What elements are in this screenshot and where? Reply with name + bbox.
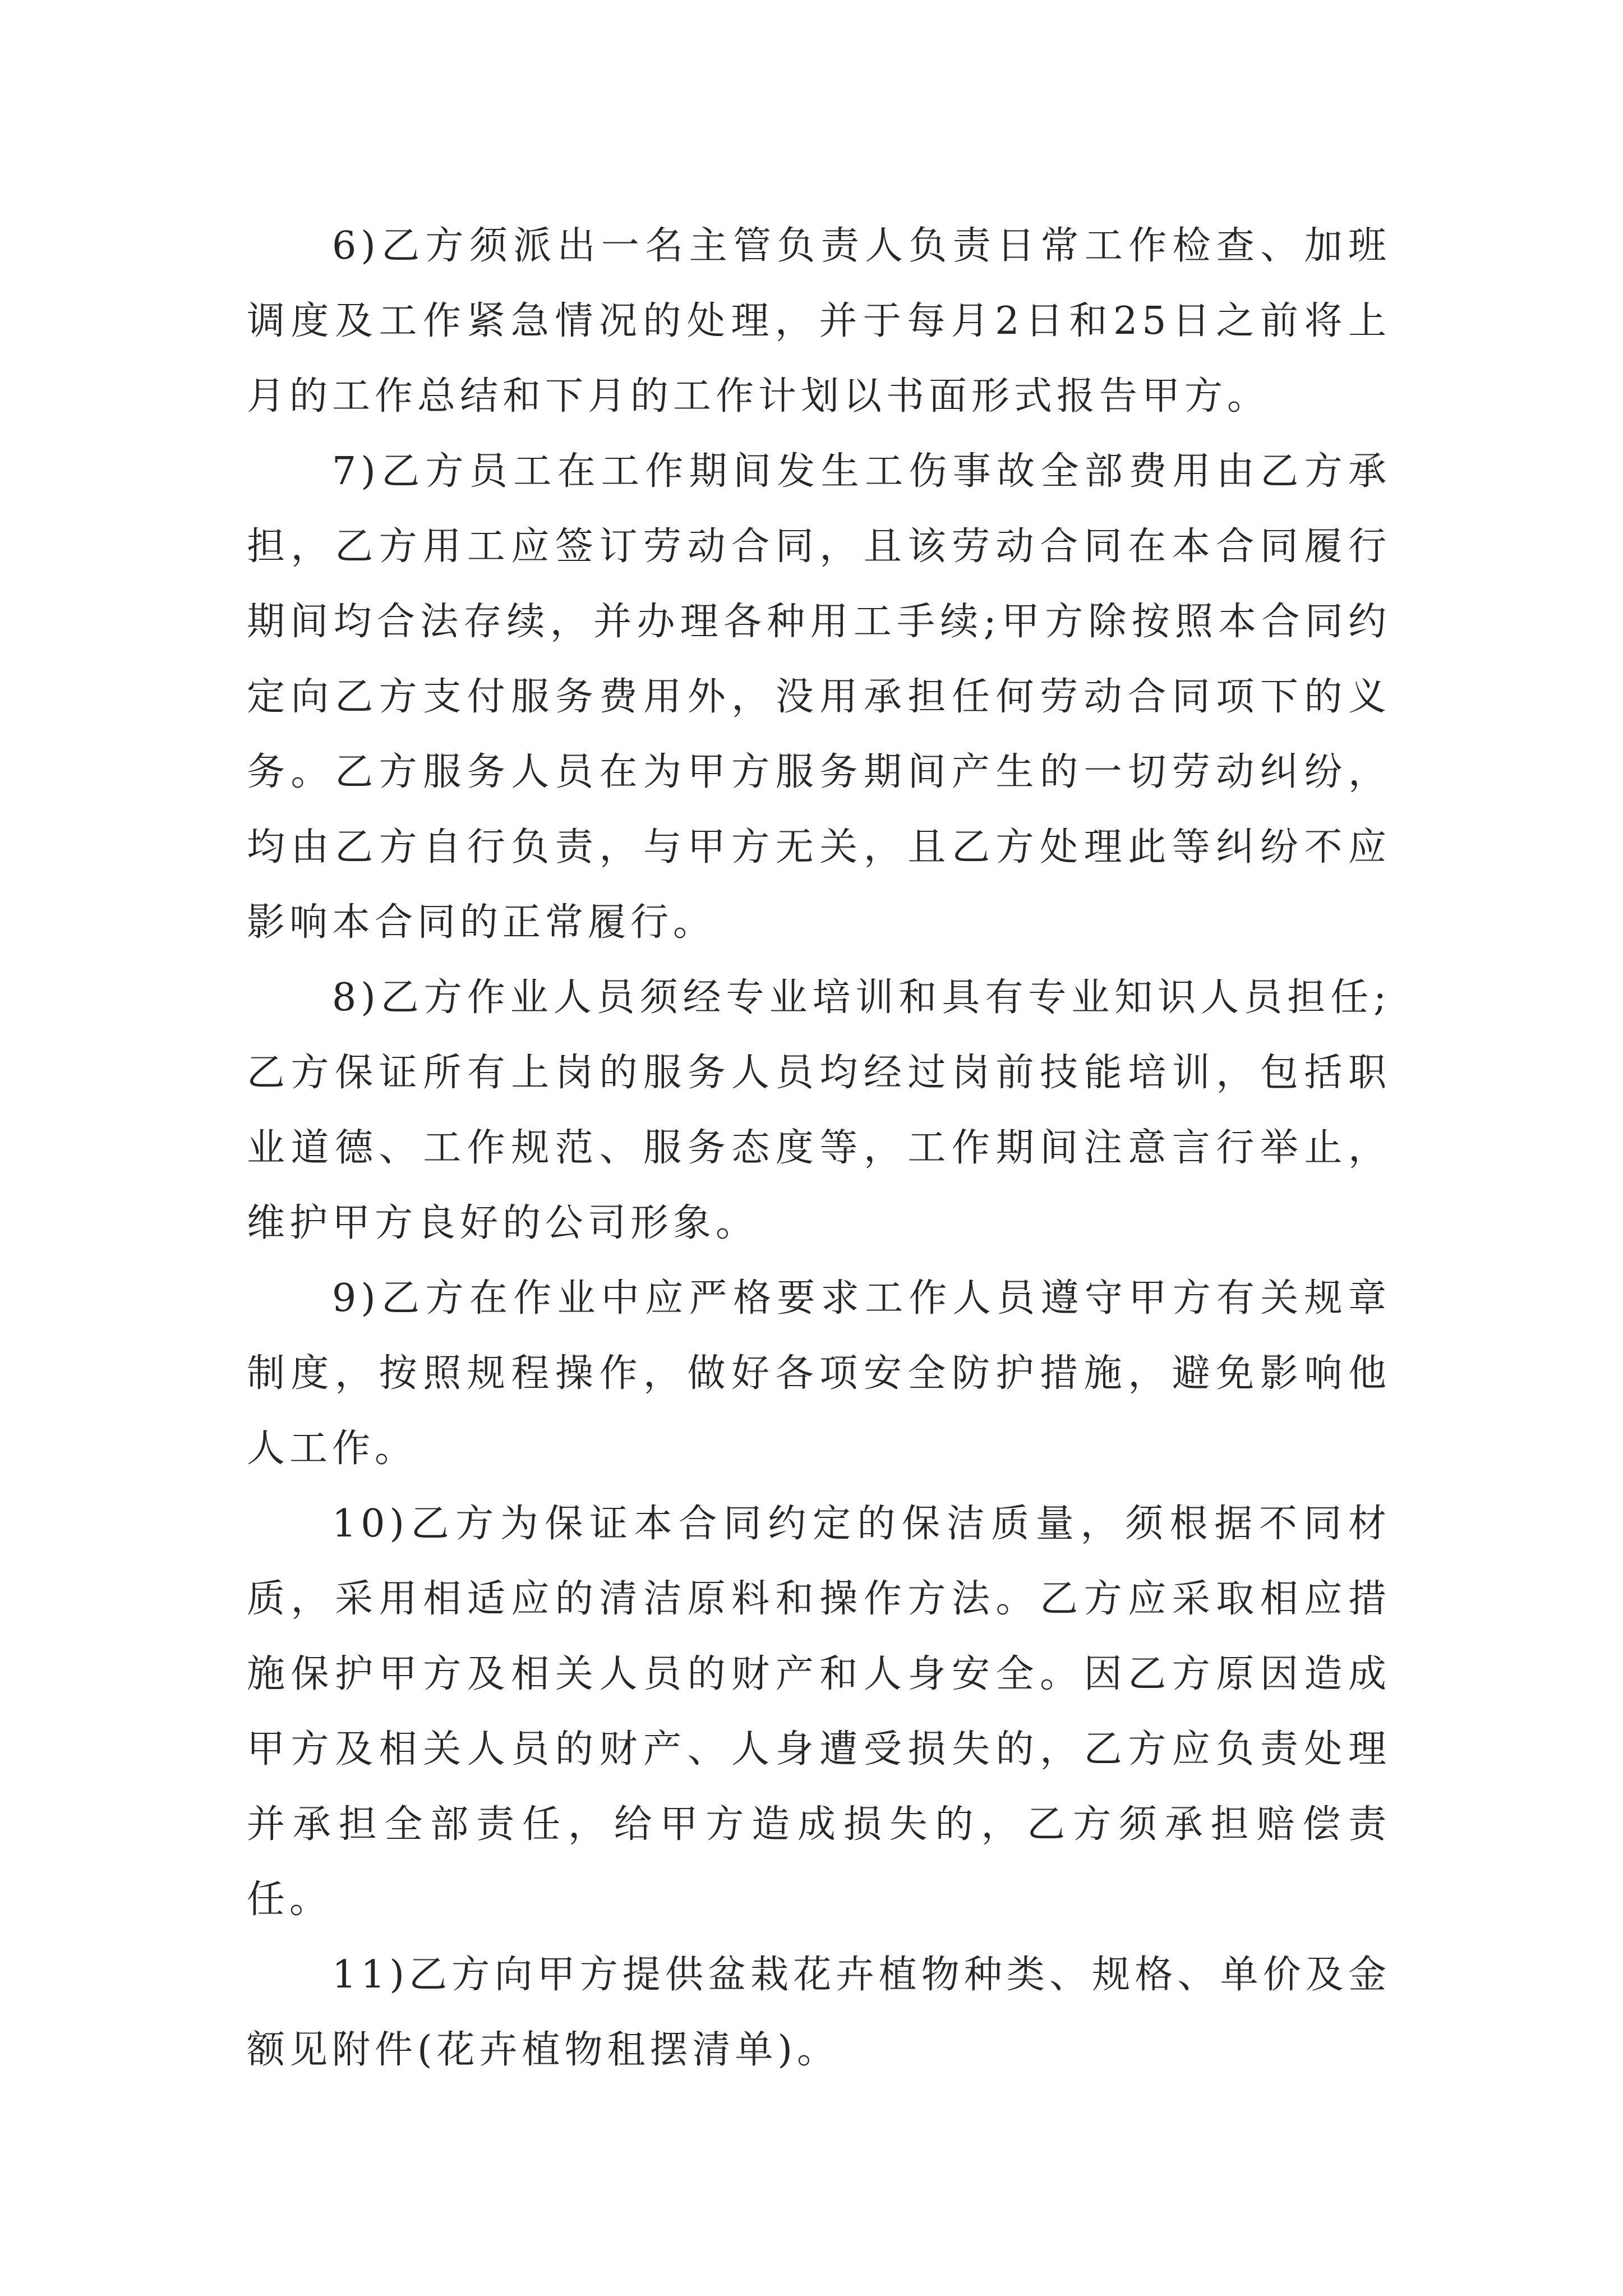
clause-6-paragraph: 6)乙方须派出一名主管负责人负责日常工作检查、加班调度及工作紧急情况的处理，并于每月2日和25日之前将上月的工作总结和下月的工作计划以书面形式报告甲方。 <box>247 224 1391 418</box>
document-body <box>247 209 1391 2088</box>
clause-11-paragraph: 11)乙方向甲方提供盆栽花卉植物种类、规格、单价及金额见附件(花卉植物租摆清单)。 <box>247 1953 1391 2072</box>
clause-9-paragraph: 9)乙方在作业中应严格要求工作人员遵守甲方有关规章制度，按照规程操作，做好各项安全防护措施，避免影响他人工作。 <box>247 1276 1391 1471</box>
clause-8-paragraph: 8)乙方作业人员须经专业培训和具有专业知识人员担任;乙方保证所有上岗的服务人员均经过岗前技能培训，包括职业道德、工作规范、服务态度等，工作期间注意言行举止，维护甲方良好的公司形象。 <box>247 976 1391 1245</box>
clause-7-paragraph: 7)乙方员工在工作期间发生工伤事故全部费用由乙方承担，乙方用工应签订劳动合同，且该劳动合同在本合同履行期间均合法存续，并办理各种用工手续;甲方除按照本合同约定向乙方支付服务费用外，没用承担任何劳动合同项下的义务。乙方服务人员在为甲方服务期间产生的一切劳动纠纷，均由乙方自行负责，与甲方无关，且乙方处理此等纠纷不应影响本合同的正常履行。 <box>247 449 1391 945</box>
clause-10-paragraph: 10)乙方为保证本合同约定的保洁质量，须根据不同材质，采用相适应的清洁原料和操作方法。乙方应采取相应措施保护甲方及相关人员的财产和人身安全。因乙方原因造成甲方及相关人员的财产、人身遭受损失的，乙方应负责处理并承担全部责任，给甲方造成损失的，乙方须承担赔偿责任。 <box>247 1502 1391 1922</box>
